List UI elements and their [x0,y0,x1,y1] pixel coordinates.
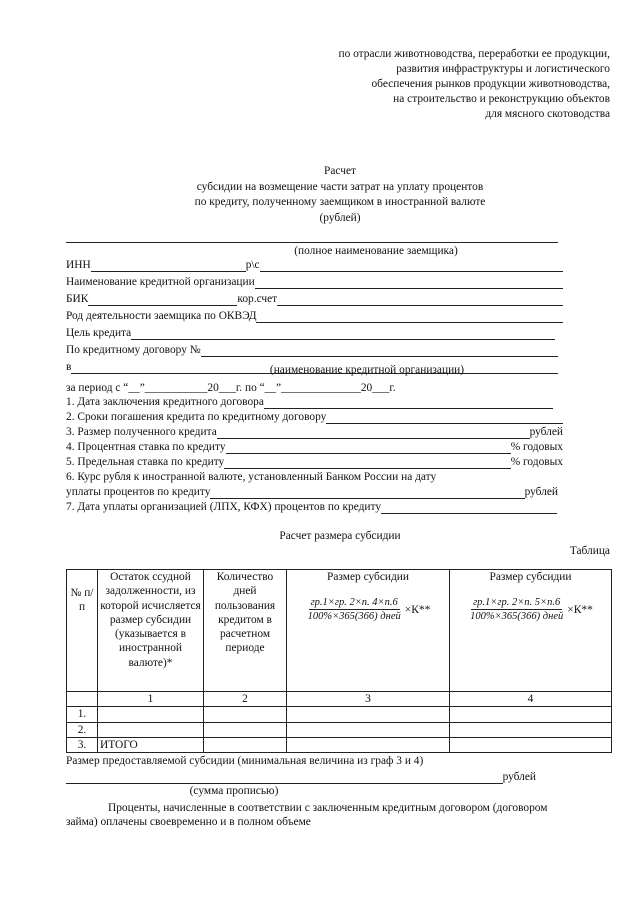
header-subsidy-4-label: Размер субсидии [489,571,572,583]
row-subsidy-4-cell[interactable] [450,722,612,737]
item-5-unit: % годовых [510,456,563,468]
col-number-3: 3 [287,692,450,707]
bank-name-row [66,275,563,289]
col-number-2: 2 [204,692,287,707]
item-5-field[interactable] [224,457,510,469]
header-number: № п/п [67,570,98,692]
purpose-row [66,326,555,340]
row-subsidy-4-cell[interactable] [450,707,612,722]
formula-3-numerator: гр.1×гр. 2×п. 4×п.6 [309,596,400,610]
item-7-row [66,500,557,514]
item-1-field[interactable] [264,397,553,409]
row-number: 3. [67,737,98,752]
item-3-label: 3. Размер полученного кредита [66,426,217,438]
item-4-label: 4. Процентная ставка по кредиту [66,441,226,453]
kor-label: кор.счет [237,293,278,305]
item-5-row [66,455,563,469]
inn-label: ИНН [66,259,91,271]
item-3-unit: рублей [529,426,563,438]
col-number-1: 1 [98,692,204,707]
table-row-total [67,737,612,752]
bik-label: БИК [66,293,89,305]
item-6-row [66,485,558,499]
item-4-field[interactable] [226,442,511,454]
period-row[interactable]: за период с “__”___________20___г. по “__”______________20___г. [66,382,396,394]
document-title [0,164,640,226]
item-2-field[interactable] [326,412,563,424]
rs-label: р\с [245,259,260,271]
total-label: ИТОГО [98,737,204,752]
confirmation-paragraph-line-1: Проценты, начисленные в соответствии с заключенным кредитным договором (договором [108,802,548,814]
item-6-unit: рублей [524,486,558,498]
item-6-label-a: 6. Курс рубля к иностранной валюте, установленный Банком России на дату [66,471,437,483]
item-6-field[interactable] [210,487,524,499]
header-line: для мясного скотоводства [485,108,610,120]
row-days-cell[interactable] [204,707,287,722]
formula-4-k: ×К** [567,603,593,616]
header-line: обеспечения рынков продукции животноводства, [371,78,610,90]
header-balance: Остаток ссудной задолженности, из которой исчисляется размер субсидии (указывается в иностранной валюте)* [98,570,204,692]
table-header-row [67,570,612,692]
item-6-label-b: уплаты процентов по кредиту [66,486,211,498]
item-4-unit: % годовых [510,441,563,453]
title-line: субсидии на возмещение части затрат на уплату процентов [196,180,484,193]
subsidy-table [66,569,612,753]
row-number: 2. [67,722,98,737]
item-5-label: 5. Предельная ставка по кредиту [66,456,225,468]
amount-row [66,770,536,784]
inn-field[interactable] [91,260,246,272]
header-subsidy-3-label: Размер субсидии [327,571,409,583]
bank-name-label: Наименование кредитной организации [66,276,255,288]
inn-row [66,258,563,272]
row-subsidy-3-cell[interactable] [287,722,450,737]
item-3-row [66,425,563,439]
amount-field[interactable] [66,772,503,784]
bank-caption: (наименование кредитной организации) [269,364,465,376]
col-number-4: 4 [450,692,612,707]
title-line: по кредиту, полученному заемщиком в иностранной валюте [194,196,486,208]
provided-subsidy-label: Размер предоставляемой субсидии (минимальная величина из граф 3 и 4) [66,755,424,767]
sum-caption: (сумма прописью) [189,785,279,797]
item-7-field[interactable] [381,502,557,514]
formula-3 [306,596,431,623]
header-line: по отрасли животноводства, переработки ее продукции, [338,48,610,60]
row-days-cell[interactable] [204,722,287,737]
header-line: развития инфраструктуры и логистического [396,63,610,75]
purpose-label: Цель кредита [66,327,132,339]
table-row [67,707,612,722]
rs-field[interactable] [260,260,563,272]
item-4-row [66,440,563,454]
item-1-row [66,395,553,409]
header-subsidy-4 [450,570,612,692]
bik-row [66,292,563,306]
total-days-cell[interactable] [204,737,287,752]
contract-label: По кредитному договору № [66,344,201,356]
row-balance-cell[interactable] [98,707,204,722]
item-3-field[interactable] [217,427,530,439]
borrower-name-line[interactable] [66,242,558,243]
okved-field[interactable] [256,311,563,323]
header-reference [338,47,610,122]
confirmation-paragraph-line-2: займа) оплачены своевременно и в полном объеме [66,816,311,828]
title-line: (рублей) [319,211,361,224]
okved-row [66,309,563,323]
title-line: Расчет [324,165,356,177]
table-row [67,722,612,737]
row-number: 1. [67,707,98,722]
header-line: на строительство и реконструкцию объектов [393,93,610,105]
formula-4-numerator: гр.1×гр. 2×п. 5×п.6 [471,596,562,610]
table-label: Таблица [569,545,610,557]
bank-name-field[interactable] [255,277,563,289]
item-2-label: 2. Сроки погашения кредита по кредитному договору [66,411,327,423]
formula-4-denominator: 100%×365(366) дней [470,611,564,623]
okved-label: Род деятельности заемщика по ОКВЭД [66,310,257,322]
purpose-field[interactable] [131,328,555,340]
formula-3-k: ×К** [404,603,431,616]
borrower-caption: (полное наименование заемщика) [294,245,458,257]
row-balance-cell[interactable] [98,722,204,737]
contract-field[interactable] [201,345,558,357]
total-subsidy-3-cell[interactable] [287,737,450,752]
amount-unit: рублей [502,771,536,783]
item-7-label: 7. Дата уплаты организацией (ЛПХ, КФХ) процентов по кредиту [66,501,382,513]
formula-3-denominator: 100%×365(366) дней [307,611,401,623]
header-days: Количество дней пользования кредитом в расчетном периоде [204,570,287,692]
column-number-row [67,692,612,707]
contract-row [66,343,558,357]
kor-field[interactable] [277,294,563,306]
formula-4 [468,596,593,623]
total-subsidy-4-cell[interactable] [450,737,612,752]
bik-field[interactable] [88,294,237,306]
item-2-row [66,410,563,424]
item-1-label: 1. Дата заключения кредитного договора [66,396,264,408]
in-label: в [66,361,72,373]
row-subsidy-3-cell[interactable] [287,707,450,722]
calc-title: Расчет размера субсидии [279,530,401,542]
header-subsidy-3 [287,570,450,692]
